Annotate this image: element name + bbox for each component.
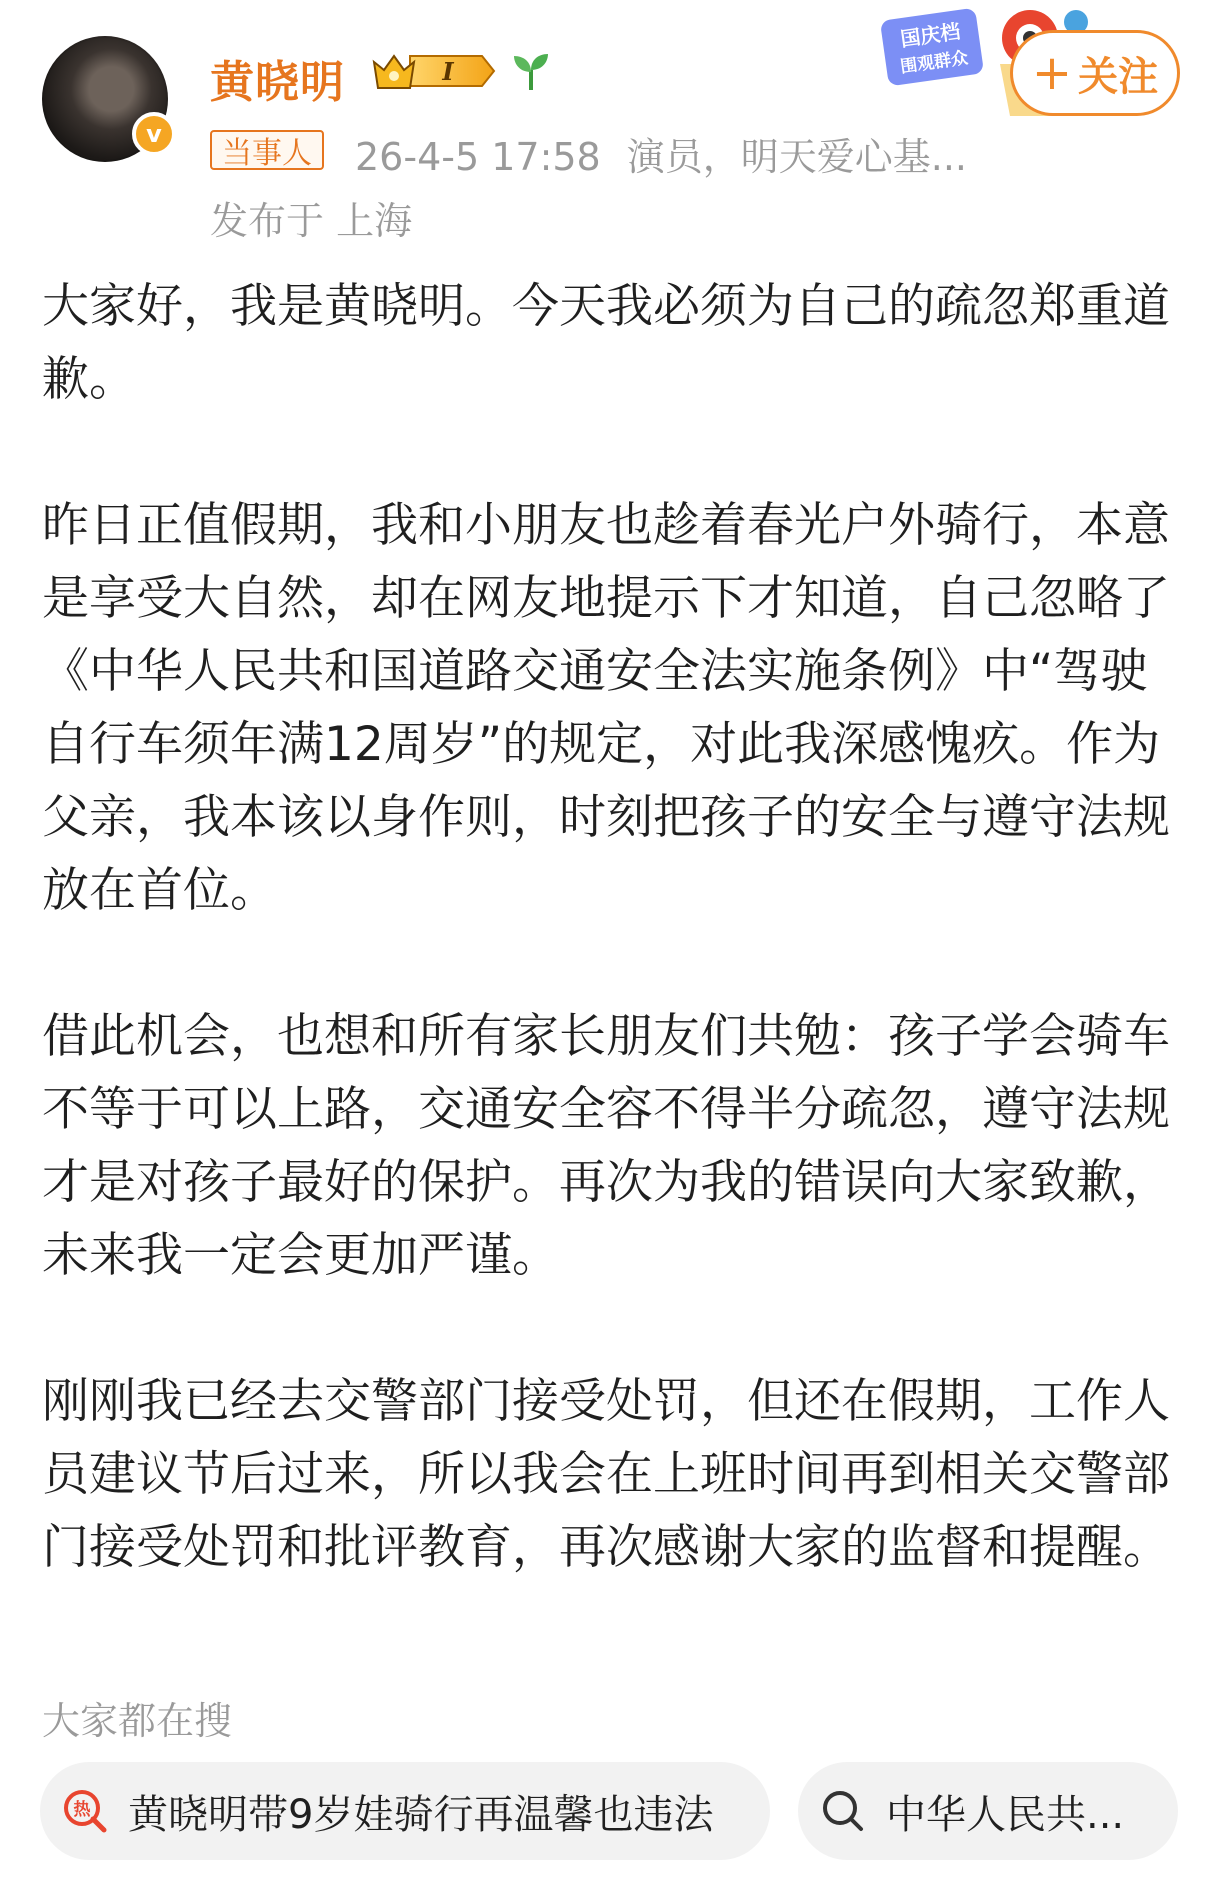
- search-chip[interactable]: [40, 1762, 770, 1860]
- follow-button[interactable]: [1010, 30, 1180, 116]
- author-bio: 演员，明天爱心基...: [626, 135, 967, 179]
- vip-crown-badge-icon: [370, 48, 496, 94]
- sticker-line-1: 国庆档: [898, 19, 962, 52]
- search-chip-text: 黄晓明带9岁娃骑行再温馨也违法: [128, 1791, 714, 1838]
- post-location: 发布于 上海: [210, 199, 413, 243]
- hot-label: 热: [73, 1800, 91, 1820]
- post-timestamp: 26-4-5 17:58: [355, 135, 601, 179]
- search-chip[interactable]: [798, 1762, 1178, 1860]
- post-paragraph: 刚刚我已经去交警部门接受处罚，但还在假期，工作人员建议节后过来，所以我会在上班时间再到相关交警部门接受处罚和批评教育，再次感谢大家的监督和提醒。: [42, 1374, 1170, 1575]
- role-tag: 当事人: [210, 130, 324, 170]
- search-icon: [818, 1786, 868, 1836]
- sprout-icon: [508, 48, 554, 94]
- post-paragraph: 借此机会，也想和所有家长朋友们共勉：孩子学会骑车不等于可以上路，交通安全容不得半分疏忽，遵守法规才是对孩子最好的保护。再次为我的错误向大家致歉，未来我一定会更加严谨。: [42, 1009, 1170, 1283]
- plus-icon: +: [1031, 45, 1073, 101]
- post-paragraph: 昨日正值假期，我和小朋友也趁着春光户外骑行，本意是享受大自然，却在网友地提示下才知道，自己忽略了《中华人民共和国道路交通安全法实施条例》中“驾驶自行车须年满12周岁”的规定，对此我深感愧疚。作为父亲，我本该以身作则，时刻把孩子的安全与遵守法规放在首位。: [42, 498, 1170, 918]
- verified-badge-icon: v: [132, 112, 176, 156]
- author-avatar[interactable]: [42, 36, 168, 162]
- vip-level-text: I: [442, 57, 454, 86]
- follow-button-label: 关注: [1078, 53, 1159, 100]
- sticker-line-2: 围观群众: [899, 48, 970, 78]
- search-chip-text: 中华人民共...: [886, 1791, 1125, 1838]
- post-meta: [355, 126, 967, 181]
- post-paragraph: 大家好，我是黄晓明。今天我必须为自己的疏忽郑重道歉。: [42, 279, 1170, 407]
- search-section-title: 大家都在搜: [42, 1699, 233, 1743]
- post-body: [42, 270, 1182, 1584]
- author-name[interactable]: 黄晓明: [210, 57, 345, 108]
- hot-search-icon: [60, 1786, 110, 1836]
